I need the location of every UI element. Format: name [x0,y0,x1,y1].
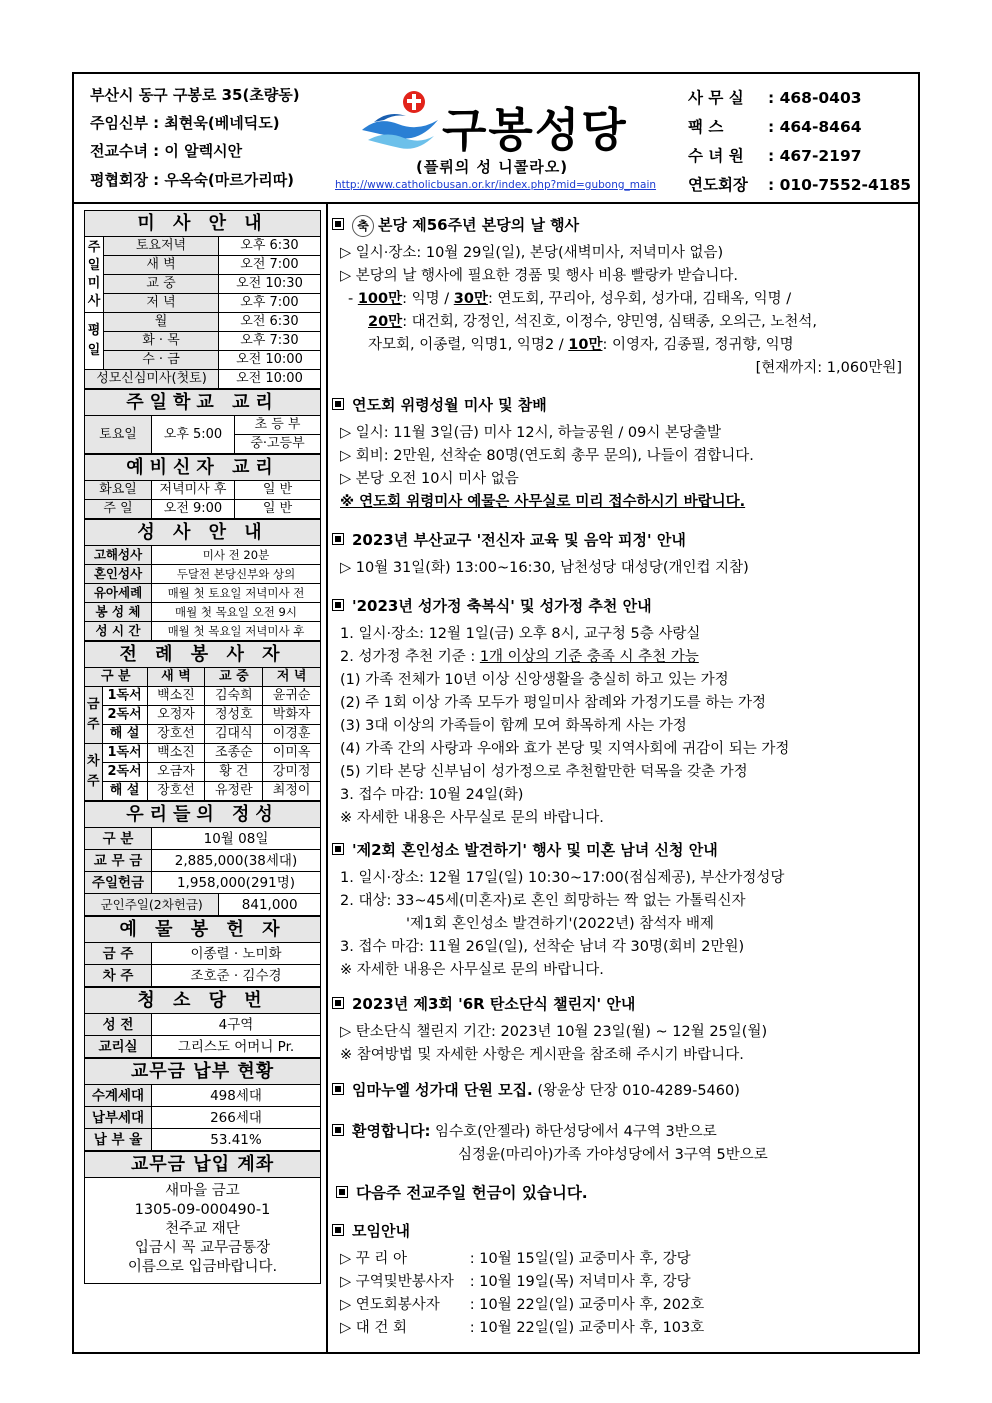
patron-saint: (플뤼의 성 니콜라오) [416,158,569,176]
sacraments-table: 고해성사 미사 전 20분 혼인성사 두달전 본당신부와 상의 유아세례 매월 첫 토요일 저녁미사 전 봉 성 체 매월 첫 목요일 오전 9시 성 시 간 매월 첫 목요일 저녁미사 후 [85,546,320,641]
sponsor-line-3: 자모회, 이종렬, 익명1, 익명2 / 10만: 이영자, 김종필, 정귀향, 익명 [368,337,794,353]
flowers-title: 예 물 봉 헌 자 [85,916,320,943]
mass-table: 주 일 미 사 토요저녁 오후 6:30 새 벽 오전 7:00 교 중 오전 10:30 저 녁 오후 7:00 평 일 월 오전 6:30 화 · 목 오후 7:30 수 · 금 오전 10:00 성모신심미사(첫토) 오전 10:00 [85,237,320,389]
offering-table: 구 분 10월 08일 교 무 금 2,885,000(38세대) 주일헌금 1,958,000(291명) 군인주일(2차헌금) 841,000 [85,828,320,916]
bulletin-frame: 부산시 동구 구봉로 35(초량동) 주임신부 : 최현욱(베네딕도) 전교수녀 : 이 알렉시안 평협회장 : 우옥숙(마르가리따) 구봉성당 (플뤼의 성 니콜라오) http://www.catholicbusan.or.kr/index.php?mid=gubong_main 사 무 실 : 468-0403 팩 스 : 464-8464 수 녀 원 : 467-2197 연도회장 : 010-7552-4185 미 사 안 내 주 일 미 사 토요저녁 오후 6:30 새 벽 오전 7:00 교 중 오전 10:30 저 녁 오후 7:00 평 일 월 오전 6:30 화 · 목 오후 7:30 수 · 금 오전 10:00 성모신심미사(첫토) 오전 10:00 주일학교 교리 토요일 오후 5:00 초 등 부 중·고등부 예비신자 교리 화요일 저녁미사 후 일 반 주 일 오전 9:00 일 반 성 사 안 내 고해성사 미사 전 20분 혼인성사 두달전 본당신부와 상의 유아세례 매월 첫 토요일 저녁미사 전 봉 성 체 매월 첫 목요일 오전 9시 성 시 간 매월 첫 목요일 저녁미사 후 전 례 봉 사 자 구 분 새 벽 교 중 저 녁 금 주 1독서 백소진 김숙희 윤귀순 2독서 오정자 정성호 박화자 해 설 장호선 김대식 이경훈 차 주 1독서 백소진 조종순 이미옥 2독서 오금자 황 건 강미정 해 설 장호선 유정란 최정이 우리들의 정성 구 분 10월 08일 교 무 금 2,885,000(38세대) 주일헌금 1,958,000(291명) 군인주일(2차헌금) 841,000 예 물 봉 헌 자 금 주 이종렬 · 노미화 차 주 조호준 · 김수경 청 소 당 번 성 전 4구역 교리실 그리스도 어머니 Pr. 교무금 납부 현황 수계세대 498세대 납부세대 266세대 납 부 율 53.41% 교무금 납입 계좌 새마을 금고 1305-09-000490-1 천주교 재단 입금시 꼭 교무금통장 이름으로 입금바랍니다. 축 본당 제56주년 본당의 날 행사 ▷ 일시·장소: 10월 29일(일), 본당(새벽미사, 저녁미사 없음) ▷ 본당의 날 행사에 필요한 경품 및 행사 비용 빨랑카 받습니다. - 100만: 익명 / 30만: 연도회, 꾸리아, 성우회, 성가대, 김태옥, 익명 / 20만: 대건회, 강정인, 석진호, 이정수, 양민영, 심택종, 오의근, 노천석, 자모회, 이종렬, 익명1, 익명2 / 10만: 이영자, 김종필, 정귀향, 익명 [현재까지: 1,060만원] 연도회 위령성월 미사 및 참배 ▷ 일시: 11월 3일(금) 미사 12시, 하늘공원 / 09시 본당출발 ▷ 회비: 2만원, 선착순 80명(연도회 총무 문의), 나들이 겸합니다. ▷ 본당 오전 10시 미사 없음 ※ 연도회 위령미사 예물은 사무실로 미리 접수하시기 바랍니다. 2023년 부산교구 '전신자 교육 및 음악 피정' 안내 ▷ 10월 31일(화) 13:00~16:30, 남천성당 대성당(개인컵 지참) '2023년 성가정 축복식' 및 성가정 추천 안내 1. 일시·장소: 12월 1일(금) 오후 8시, 교구청 5층 사랑실 2. 성가정 추천 기준 : 1개 이상의 기준 충족 시 추천 가능 (1) 가족 전체가 10년 이상 신앙생활을 충실히 하고 있는 가정 (2) 주 1회 이상 가족 모두가 평일미사 참례와 가정기도를 하는 가정 (3) 3대 이상의 가족들이 함께 모여 화목하게 사는 가정 (4) 가족 간의 사랑과 우애와 효가 본당 및 지역사회에 귀감이 되는 가정 (5) 기타 본당 신부님이 성가정으로 추천할만한 덕목을 갖춘 가정 3. 접수 마감: 10월 24일(화) ※ 자세한 내용은 사무실로 문의 바랍니다. '제2회 혼인성소 발견하기' 행사 및 미혼 남녀 신청 안내 1. 일시·장소: 12월 17일(일) 10:30~17:00(점심제공), 부산가정성당 2. 대상: 33~45세(미혼자)로 혼인 희망하는 짝 없는 가톨릭신자 '제1회 혼인성소 발견하기'(2022년) 참석자 배제 3. 접수 마감: 11월 26일(일), 선착순 남녀 각 30명(회비 2만원) ※ 자세한 내용은 사무실로 문의 바랍니다. 2023년 제3회 '6R 탄소단식 챌린지' 안내 ▷ 탄소단식 챌린지 기간: 2023년 10월 23일(월) ~ 12월 25일(월) ※ 참여방법 및 자세한 사항은 게시판을 참조해 주시기 바랍니다. 임마누엘 성가대 단원 모집. (왕윤상 단장 010-4289-5460) 환영합니다: 임수호(안젤라) 하단성당에서 4구역 3반으로 심정윤(마리아)가족 가야성당에서 3구역 5반으로 다음주 전교주일 헌금이 있습니다. 모임안내 ▷ 꾸 리 아 : 10월 15일(일) 교중미사 후, 강당 ▷ 구역및반봉사자 : 10월 19일(목) 저녁미사 후, 강당 ▷ 연도회봉사자 : 10월 22일(일) 교중미사 후, 202호 ▷ 대 건 회 : 10월 22일(일) 교중미사 후, 103호 [72,72,920,1354]
liturgy-title: 전 례 봉 사 자 [85,641,320,668]
parish-name: 구봉성당 [442,103,628,157]
meeting-row: ▷ 구역및반봉사자 : 10월 19일(목) 저녁미사 후, 강당 [340,1274,691,1290]
notice-choir: 임마누엘 성가대 단원 모집. (왕윤상 단장 010-4289-5460) [332,1079,740,1100]
notice-carbon-title: 2023년 제3회 '6R 탄소단식 챌린지' 안내 [332,993,635,1014]
notice-education-title: 2023년 부산교구 '전신자 교육 및 음악 피정' 안내 [332,529,686,550]
celebration-badge-icon: 축 [352,215,374,237]
parish-logo-icon [358,86,442,156]
weekday-label: 평 일 [85,313,104,370]
this-week-label: 금 주 [85,687,102,744]
notice-welcome: 환영합니다: 임수호(안젤라) 하단성당에서 4구역 3반으로 [332,1120,717,1141]
notice-marriage-title: '제2회 혼인성소 발견하기' 행사 및 미혼 남녀 신청 안내 [332,839,718,860]
total-so-far: [현재까지: 1,060만원] [755,360,902,376]
contact-convent: 수 녀 원 : 467-2197 [688,147,862,165]
sponsor-line-2: 20만: 대건회, 강정인, 석진호, 이정수, 양민영, 심택종, 오의근, 노천석, [368,314,817,330]
notice-holy-family-title: '2023년 성가정 축복식' 및 성가정 추천 안내 [332,595,652,616]
meeting-row: ▷ 대 건 회 : 10월 22일(일) 교중미사 후, 103호 [340,1320,705,1336]
pastor: 주임신부 : 최현욱(베네딕도) [90,114,280,132]
column-divider [326,202,328,1352]
next-week-label: 차 주 [85,744,102,801]
cleaning-table: 성 전 4구역 교리실 그리스도 어머니 Pr. [85,1014,320,1058]
dues-title: 교무금 납부 현황 [85,1058,320,1085]
left-sidebar [84,210,321,1284]
catechumen-title: 예비신자 교리 [85,454,320,481]
meeting-row: ▷ 연도회봉사자 : 10월 22일(일) 교중미사 후, 202호 [340,1297,705,1313]
sister: 전교수녀 : 이 알렉시안 [90,142,243,160]
liturgy-table: 구 분 새 벽 교 중 저 녁 금 주 1독서 백소진 김숙희 윤귀순 2독서 오정자 정성호 박화자 해 설 장호선 김대식 이경훈 차 주 1독서 백소진 조종순 이미옥 2독서 오금자 황 건 강미정 해 설 장호선 유정란 최정이 [85,668,320,801]
bullet-square-icon [332,218,344,230]
sunday-label: 주 일 미 사 [85,237,104,313]
notice-meetings-title: 모임안내 [332,1220,410,1241]
sunday-school-title: 주일학교 교리 [85,389,320,416]
council-president: 평협회장 : 우옥숙(마르가리따) [90,171,295,189]
contact-fax: 팩 스 : 464-8464 [688,118,862,136]
offering-title: 우리들의 정성 [85,801,320,828]
meeting-row: ▷ 꾸 리 아 : 10월 15일(일) 교중미사 후, 강당 [340,1251,691,1267]
catechumen-table: 화요일 저녁미사 후 일 반 주 일 오전 9:00 일 반 [85,481,320,519]
account-title: 교무금 납입 계좌 [85,1151,320,1178]
website-link[interactable]: http://www.catholicbusan.or.kr/index.php?mid=gubong_main [335,179,657,191]
notice-yeondo-title: 연도회 위령성월 미사 및 참배 [332,394,547,415]
address: 부산시 동구 구봉로 35(초량동) [90,86,300,104]
account-box: 새마을 금고 1305-09-000490-1 천주교 재단 입금시 꼭 교무금통장 이름으로 입금바랍니다. [127,1183,278,1275]
sunday-school-table: 토요일 오후 5:00 초 등 부 중·고등부 [85,416,320,454]
header [74,74,918,204]
contact-office: 사 무 실 : 468-0403 [688,89,862,107]
dues-table: 수계세대 498세대 납부세대 266세대 납 부 율 53.41% [85,1085,320,1151]
notice-mission-sunday: 다음주 전교주일 헌금이 있습니다. [336,1181,588,1203]
sacraments-title: 성 사 안 내 [85,519,320,546]
contact-yeondo: 연도회장 : 010-7552-4185 [688,176,912,194]
notice-anniversary-title: 축 본당 제56주년 본당의 날 행사 [332,214,579,237]
mass-title: 미 사 안 내 [85,211,320,237]
flowers-table: 금 주 이종렬 · 노미화 차 주 조호준 · 김수경 [85,943,320,987]
sponsor-line-1: - 100만: 익명 / 30만: 연도회, 꾸리아, 성우회, 성가대, 김태옥, 익명 / [348,291,792,307]
cleaning-title: 청 소 당 번 [85,987,320,1014]
